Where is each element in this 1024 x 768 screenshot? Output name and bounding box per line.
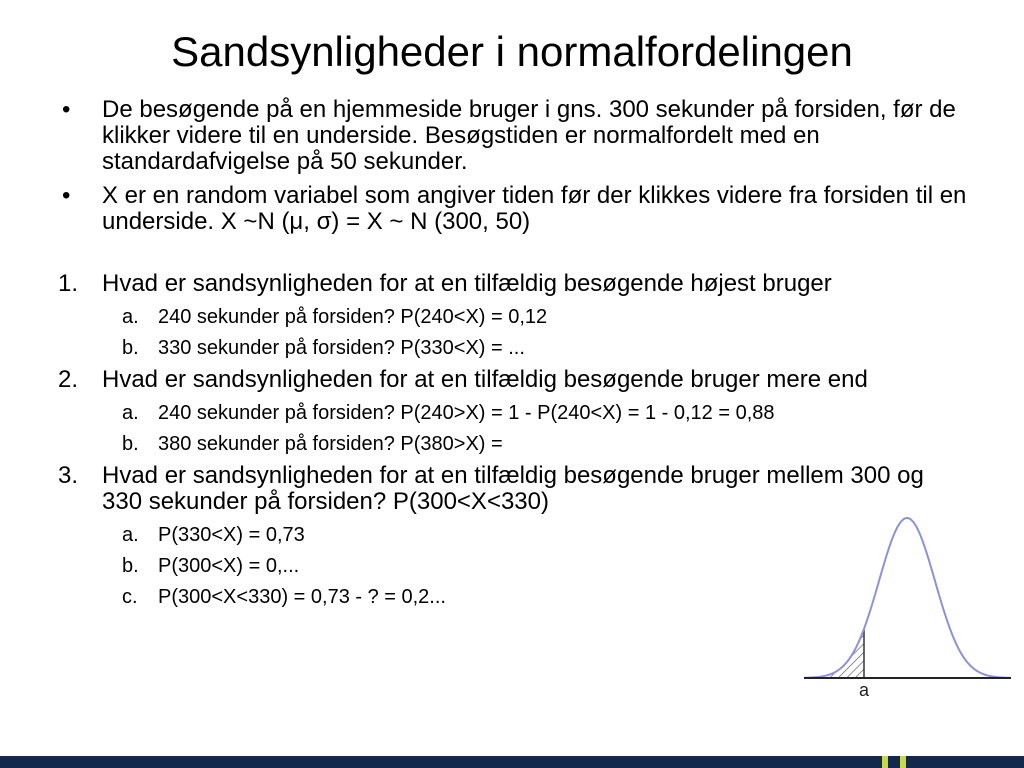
sub-item-letter: a. <box>122 402 139 424</box>
shaded-tail-area <box>804 629 864 678</box>
sub-item-text: 240 sekunder på forsiden? P(240>X) = 1 - P(240<X) = 1 - 0,12 = 0,88 <box>158 402 775 424</box>
slide-title: Sandsynligheder i normalfordelingen <box>171 28 853 75</box>
sub-item-text: 330 sekunder på forsiden? P(330<X) = ... <box>158 337 525 359</box>
sub-item <box>58 336 968 360</box>
sub-item-text: 240 sekunder på forsiden? P(240<X) = 0,12 <box>158 306 548 328</box>
bell-curve <box>804 518 1011 678</box>
question-number: 3. <box>58 462 79 489</box>
question-2 <box>58 367 968 393</box>
bullet-marker: • <box>62 96 71 123</box>
sub-item-letter: b. <box>122 433 139 455</box>
bullet-text: De besøgende på en hjemmeside bruger i gns. 300 sekunder på forsiden, før de klikker videre til en underside. Besøgstiden er normalfordelt med en standardafvigelse på 50 sekunder. <box>102 96 956 175</box>
sub-item <box>58 305 968 329</box>
bullet-item <box>58 97 968 175</box>
question-number: 1. <box>58 270 79 297</box>
sub-item-letter: b. <box>122 337 139 359</box>
sub-item-text: P(330<X) = 0,73 <box>158 524 305 546</box>
bullet-marker: • <box>62 182 71 209</box>
sub-item <box>58 432 968 456</box>
bullet-text: X er en random variabel som angiver tiden før der klikkes videre fra forsiden til en underside. X ~N (μ, σ) = X ~ N (300, 50) <box>102 182 967 235</box>
sub-item-letter: c. <box>122 586 138 608</box>
sub-item-letter: a. <box>122 306 139 328</box>
question-text: Hvad er sandsynligheden for at en tilfældig besøgende bruger mere end <box>102 366 868 393</box>
footer-accent <box>882 756 888 768</box>
cutoff-label: a <box>858 680 870 700</box>
question-text: Hvad er sandsynligheden for at en tilfældig besøgende bruger mellem 300 og 330 sekunder på forsiden? P(300<X<330) <box>102 462 924 515</box>
sub-item-letter: a. <box>122 524 139 546</box>
sub-item-text: P(300<X<330) = 0,73 - ? = 0,2... <box>158 586 446 608</box>
sub-item <box>58 401 968 425</box>
question-number: 2. <box>58 366 79 393</box>
question-text: Hvad er sandsynligheden for at en tilfældig besøgende højest bruger <box>102 270 832 297</box>
question-1 <box>58 271 968 297</box>
spacer <box>58 243 968 271</box>
sub-item-letter: b. <box>122 555 139 577</box>
sub-item-text: P(300<X) = 0,... <box>158 555 300 577</box>
sub-item-text: 380 sekunder på forsiden? P(380>X) = <box>158 433 503 455</box>
question-3 <box>58 463 968 515</box>
bullet-item <box>58 183 968 235</box>
footer-accent <box>900 756 906 768</box>
footer-bar <box>0 756 1024 768</box>
normal-curve-figure <box>800 512 1015 704</box>
